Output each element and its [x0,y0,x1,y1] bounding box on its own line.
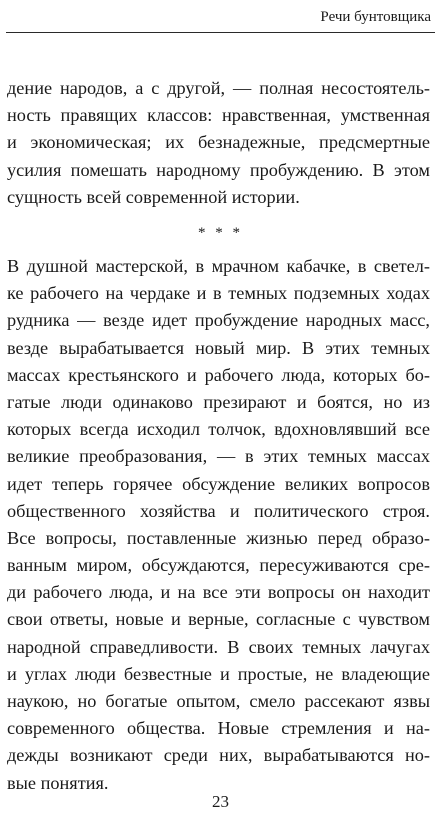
text-line: ке рабочего на чердаке и в темных подземных ходах [7,283,430,304]
text-line: гатые люди одинаково презирают и боятся, но из [7,391,430,412]
text-line: великие преобразования, — в этих темных массах [7,446,430,467]
text-line: ванным миром, обсуждаются, пересуживаются сре- [7,555,430,576]
text-line: усилия помешать народному пробуждению. В этом [7,159,430,180]
paragraph-1 [7,75,430,211]
text-line: наукою, но богатые опытом, смело рассекают язвы [7,691,430,711]
text-line: сущность всей современной истории. [7,186,300,207]
header-rule [6,32,435,33]
text-line: везде вырабатывается новый мир. В этих темных [7,337,430,358]
section-break-asterism: * * * [198,225,243,241]
text-line: общественного хозяйства и политического строя. [7,500,430,521]
paragraph-2 [7,253,430,797]
text-line: и углах люди безвестные и простые, не владеющие [7,663,430,684]
page-number: 23 [212,792,229,811]
running-header: Речи бунтовщика [320,9,431,25]
text-line: дежды возникают среди них, вырабатываются но- [7,745,430,766]
text-line: массах крестьянского и рабочего люда, которых бо- [7,364,430,385]
text-line: вые понятия. [7,772,109,793]
text-line: свои ответы, новые и верные, согласные с чувством [7,609,430,630]
text-line: дение народов, а с другой, — полная несостоятель- [7,78,430,98]
text-line: народной справедливости. В своих темных лачугах [7,636,430,657]
text-line: ди рабочего люда, и на все эти вопросы он находит [7,582,430,603]
text-line: идет теперь горячее обсуждение великих вопросов [7,473,430,494]
text-line: ность правящих классов: нравственная, умственная [7,105,430,126]
text-line: которых всегда исходил толчок, вдохновлявший все [7,419,430,440]
text-line: и экономическая; их безнадежные, предсмертные [7,132,430,153]
text-line: современного общества. Новые стремления и на- [7,718,430,739]
text-line: Все вопросы, поставленные жизнью перед образо- [7,527,430,548]
text-line: В душной мастерской, в мрачном кабачке, в светел- [7,256,430,276]
text-line: рудника — везде идет пробуждение народных масс, [7,310,430,331]
